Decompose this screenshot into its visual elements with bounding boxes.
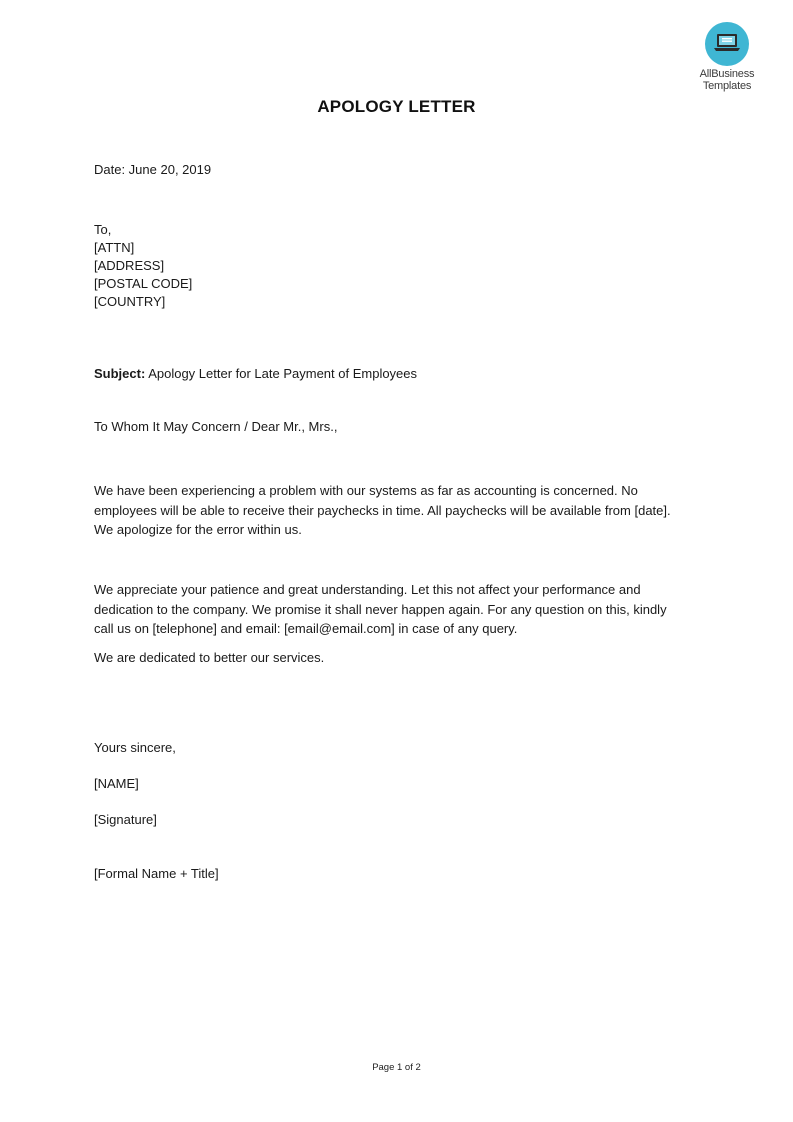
subject-label: Subject: <box>94 366 146 381</box>
sign-off: Yours sincere, <box>94 740 176 755</box>
allbusiness-templates-logo <box>690 22 764 92</box>
paragraph-2-line: dedication to the company. We promise it shall never happen again. For any question on this, kindly <box>94 601 667 617</box>
subject-line <box>94 365 417 383</box>
recipient-attn: [ATTN] <box>94 240 135 255</box>
recipient-country: [COUNTRY] <box>94 294 166 309</box>
logo-text-line1: AllBusiness <box>699 68 755 80</box>
recipient-postal-code: [POSTAL CODE] <box>94 276 193 291</box>
date-line: Date: June 20, 2019 <box>94 162 212 177</box>
sender-name: [NAME] <box>94 776 139 791</box>
paragraph-2-line: We appreciate your patience and great understanding. Let this not affect your performance and <box>94 582 641 597</box>
signature-placeholder: [Signature] <box>94 812 157 827</box>
subject-text: Apology Letter for Late Payment of Employees <box>148 366 418 381</box>
paragraph-3: We are dedicated to better our services. <box>94 650 325 665</box>
laptop-icon <box>705 22 749 66</box>
paragraph-2-line: call us on [telephone] and email: [email@email.com] in case of any query. <box>94 621 518 636</box>
recipient-address: [ADDRESS] <box>94 258 165 273</box>
salutation: To Whom It May Concern / Dear Mr., Mrs., <box>94 419 338 434</box>
recipient-to: To, <box>94 222 112 237</box>
paragraph-1-line: We have been experiencing a problem with our systems as far as accounting is concerned. No <box>94 483 638 498</box>
paragraph-1-line: employees will be able to receive their paychecks in time. All paychecks will be available from [date]. <box>94 502 671 518</box>
paragraph-1 <box>94 481 706 540</box>
page-number: Page 1 of 2 <box>372 1062 421 1073</box>
paragraph-2 <box>94 580 706 639</box>
letter-title: APOLOGY LETTER <box>317 97 476 116</box>
formal-name-title: [Formal Name + Title] <box>94 866 219 881</box>
paragraph-1-line: We apologize for the error within us. <box>94 522 302 537</box>
logo-text-line2: Templates <box>702 80 752 92</box>
